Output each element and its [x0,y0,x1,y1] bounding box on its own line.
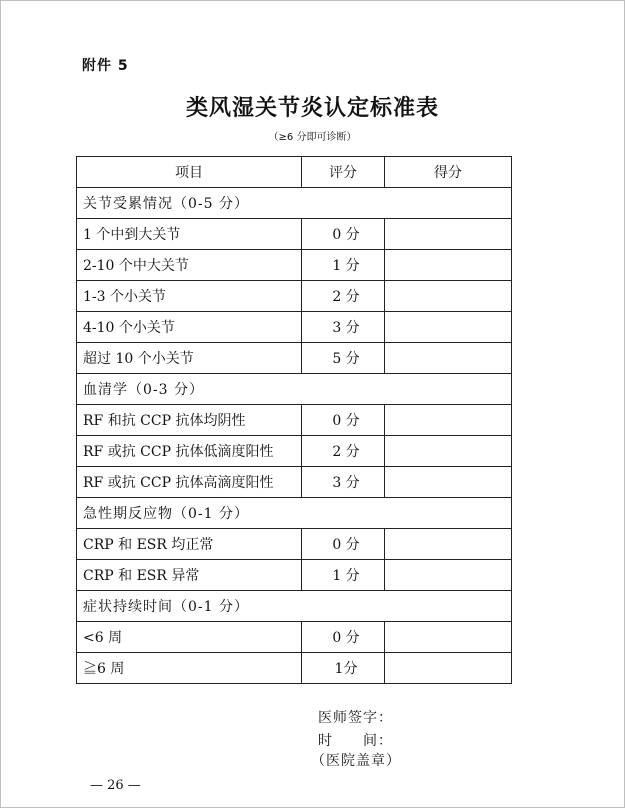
criterion-label: 1-3 个小关节 [77,281,302,312]
criterion-rating: 1 分 [302,250,385,281]
header-rating: 评分 [302,157,385,188]
table-row [77,219,512,250]
criterion-rating: 1 分 [302,560,385,591]
criterion-label: RF 或抗 CCP 抗体低滴度阳性 [77,436,302,467]
criterion-label: 4-10 个小关节 [77,312,302,343]
score-entry-cell[interactable] [385,560,512,591]
criterion-rating: 0 分 [302,219,385,250]
score-entry-cell[interactable] [385,653,512,684]
score-entry-cell[interactable] [385,405,512,436]
diagnosis-threshold-note: （≥6 分即可诊断） [268,132,357,143]
section-label: 急性期反应物（0-1 分） [77,498,512,529]
section-row [77,498,512,529]
criteria-table-body [77,188,512,684]
section-row [77,591,512,622]
table-row [77,653,512,684]
score-entry-cell[interactable] [385,281,512,312]
criterion-label: CRP 和 ESR 异常 [77,560,302,591]
criterion-rating: 2 分 [302,436,385,467]
criterion-rating: 0 分 [302,405,385,436]
table-row [77,281,512,312]
criterion-label: ≧6 周 [77,653,302,684]
table-row [77,343,512,374]
page-title: 类风湿关节炎认定标准表 [185,95,439,121]
table-row [77,405,512,436]
criterion-label: RF 或抗 CCP 抗体高滴度阳性 [77,467,302,498]
table-row [77,250,512,281]
criterion-rating: 2 分 [302,281,385,312]
score-entry-cell[interactable] [385,467,512,498]
table-header-row [77,157,512,188]
section-row [77,188,512,219]
page-number: — 26 — [90,778,141,793]
time-label: 时 间： [318,733,393,749]
hospital-seal-label: （医院盖章） [311,753,401,769]
header-item: 项目 [77,157,302,188]
table-row [77,529,512,560]
criterion-rating: 0 分 [302,622,385,653]
table-row [77,467,512,498]
table-row [77,436,512,467]
section-label: 关节受累情况（0-5 分） [77,188,512,219]
header-score: 得分 [385,157,512,188]
attachment-label: 附件 5 [82,58,129,74]
criterion-label: 2-10 个中大关节 [77,250,302,281]
criterion-rating: 0 分 [302,529,385,560]
criterion-rating: 3 分 [302,467,385,498]
table-row [77,312,512,343]
doctor-signature-label: 医师签字： [318,710,393,726]
score-entry-cell[interactable] [385,250,512,281]
criterion-rating: 3 分 [302,312,385,343]
section-label: 症状持续时间（0-1 分） [77,591,512,622]
score-entry-cell[interactable] [385,343,512,374]
table-row [77,622,512,653]
criterion-label: 1 个中到大关节 [77,219,302,250]
criterion-label: <6 周 [77,622,302,653]
score-entry-cell[interactable] [385,312,512,343]
criterion-rating: 1分 [302,653,385,684]
score-entry-cell[interactable] [385,219,512,250]
table-row [77,560,512,591]
section-label: 血清学（0-3 分） [77,374,512,405]
section-row [77,374,512,405]
score-entry-cell[interactable] [385,622,512,653]
criterion-label: 超过 10 个小关节 [77,343,302,374]
criterion-label: RF 和抗 CCP 抗体均阴性 [77,405,302,436]
criteria-table [76,156,512,684]
criterion-rating: 5 分 [302,343,385,374]
score-entry-cell[interactable] [385,436,512,467]
criterion-label: CRP 和 ESR 均正常 [77,529,302,560]
score-entry-cell[interactable] [385,529,512,560]
